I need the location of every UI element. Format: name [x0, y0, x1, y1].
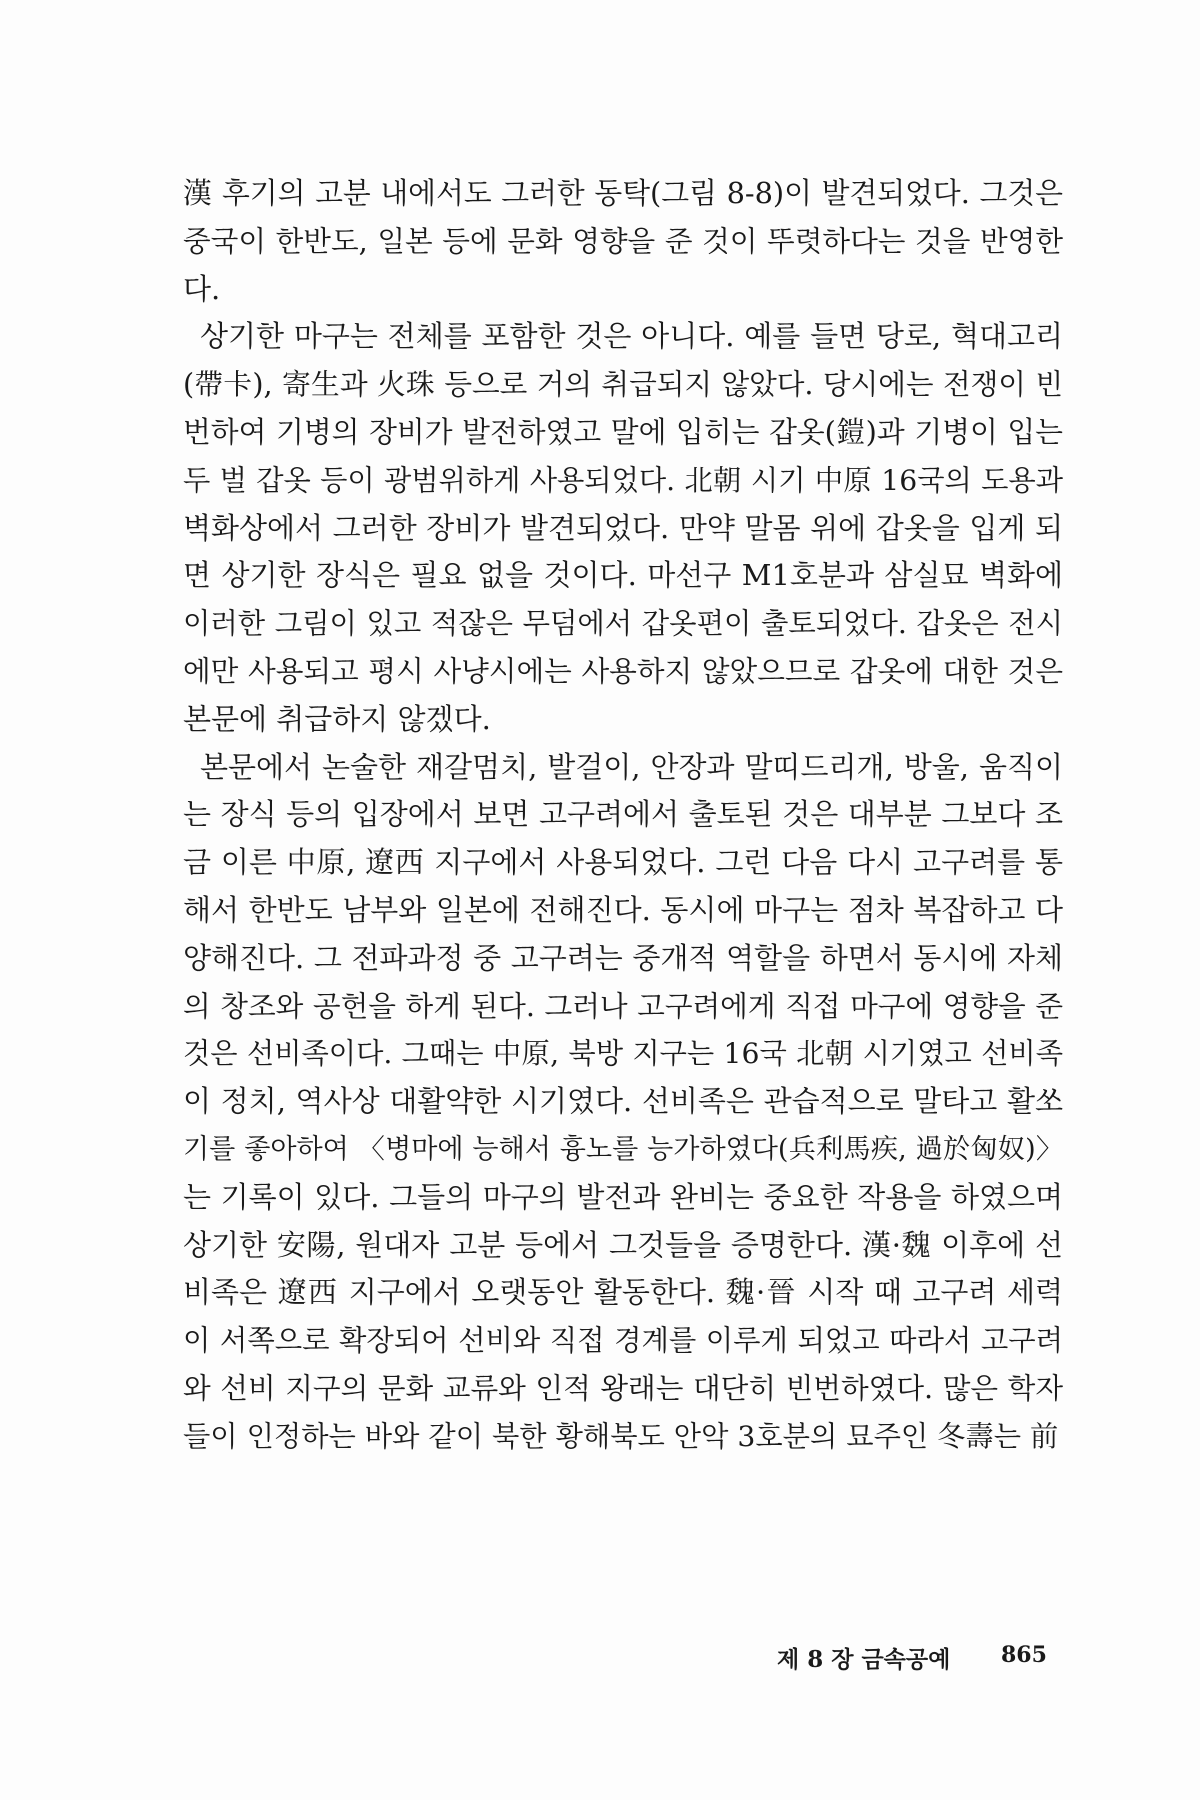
text-line: 상기한 마구는 전체를 포함한 것은 아니다. 예를 들면 당로, 혁대고리 — [200, 319, 1063, 354]
text-line: 와 선비 지구의 문화 교류와 인적 왕래는 대단히 빈번하였다. 많은 학자 — [183, 1370, 1063, 1405]
text-line: 에만 사용되고 평시 사냥시에는 사용하지 않았으므로 갑옷에 대한 것은 — [183, 653, 1063, 688]
text-line: 중국이 한반도, 일본 등에 문화 영향을 준 것이 뚜렷하다는 것을 반영한 — [183, 223, 1063, 258]
chapter-title: 제 8 장 금속공예 — [777, 1646, 951, 1673]
text-line: 는 장식 등의 입장에서 보면 고구려에서 출토된 것은 대부분 그보다 조 — [183, 797, 1063, 832]
page-footer — [0, 1641, 1200, 1681]
text-line: 다. — [183, 271, 221, 306]
text-line: 들이 인정하는 바와 같이 북한 황해북도 안악 3호분의 묘주인 冬壽는 前 — [183, 1419, 1059, 1453]
paragraph — [183, 313, 1063, 743]
text-line: 해서 한반도 남부와 일본에 전해진다. 동시에 마구는 점차 복잡하고 다 — [183, 892, 1063, 927]
text-line: 번하여 기병의 장비가 발전하였고 말에 입히는 갑옷(鎧)과 기병이 입는 — [183, 414, 1063, 449]
text-line: 漢 후기의 고분 내에서도 그러한 동탁(그림 8-8)이 발견되었다. 그것은 — [183, 176, 1063, 210]
text-line: 본문에서 논술한 재갈멈치, 발걸이, 안장과 말띠드리개, 방울, 움직이 — [200, 749, 1063, 784]
page-number: 865 — [1001, 1642, 1047, 1668]
text-line: 상기한 安陽, 원대자 고분 등에서 그것들을 증명한다. 漢·魏 이후에 선 — [183, 1227, 1063, 1262]
text-line: 것은 선비족이다. 그때는 中原, 북방 지구는 16국 北朝 시기였고 선비족 — [183, 1037, 1063, 1071]
text-line: 양해진다. 그 전파과정 중 고구려는 중개적 역할을 하면서 동시에 자체 — [183, 940, 1063, 975]
text-line: 는 기록이 있다. 그들의 마구의 발전과 완비는 중요한 작용을 하였으며 — [183, 1179, 1063, 1214]
text-line: 기를 좋아하여 〈병마에 능해서 흉노를 능가하였다(兵利馬疾, 過於匈奴)〉 — [183, 1133, 1063, 1165]
paragraph — [183, 170, 1063, 313]
text-line: 의 창조와 공헌을 하게 된다. 그러나 고구려에게 직접 마구에 영향을 준 — [183, 988, 1063, 1023]
text-line: 벽화상에서 그러한 장비가 발견되었다. 만약 말몸 위에 갑옷을 입게 되 — [183, 510, 1063, 545]
text-line: 이 정치, 역사상 대활약한 시기였다. 선비족은 관습적으로 말타고 활쏘 — [183, 1084, 1063, 1119]
text-line: 금 이른 中原, 遼西 지구에서 사용되었다. 그런 다음 다시 고구려를 통 — [183, 845, 1063, 880]
text-line: 이러한 그림이 있고 적잖은 무덤에서 갑옷편이 출토되었다. 갑옷은 전시 — [183, 607, 1063, 641]
body-text — [183, 170, 1063, 1461]
text-line: 본문에 취급하지 않겠다. — [183, 701, 491, 736]
text-line: 면 상기한 장식은 필요 없을 것이다. 마선구 M1호분과 삼실묘 벽화에 — [183, 558, 1063, 593]
text-line: 비족은 遼西 지구에서 오랫동안 활동한다. 魏·晉 시작 때 고구려 세력 — [183, 1275, 1063, 1310]
paragraph — [183, 744, 1063, 1461]
text-line: 이 서쪽으로 확장되어 선비와 직접 경계를 이루게 되었고 따라서 고구려 — [183, 1324, 1063, 1358]
text-line: (帶卡), 寄生과 火珠 등으로 거의 취급되지 않았다. 당시에는 전쟁이 빈 — [183, 367, 1063, 402]
text-line: 두 벌 갑옷 등이 광범위하게 사용되었다. 北朝 시기 中原 16국의 도용과 — [183, 463, 1063, 497]
